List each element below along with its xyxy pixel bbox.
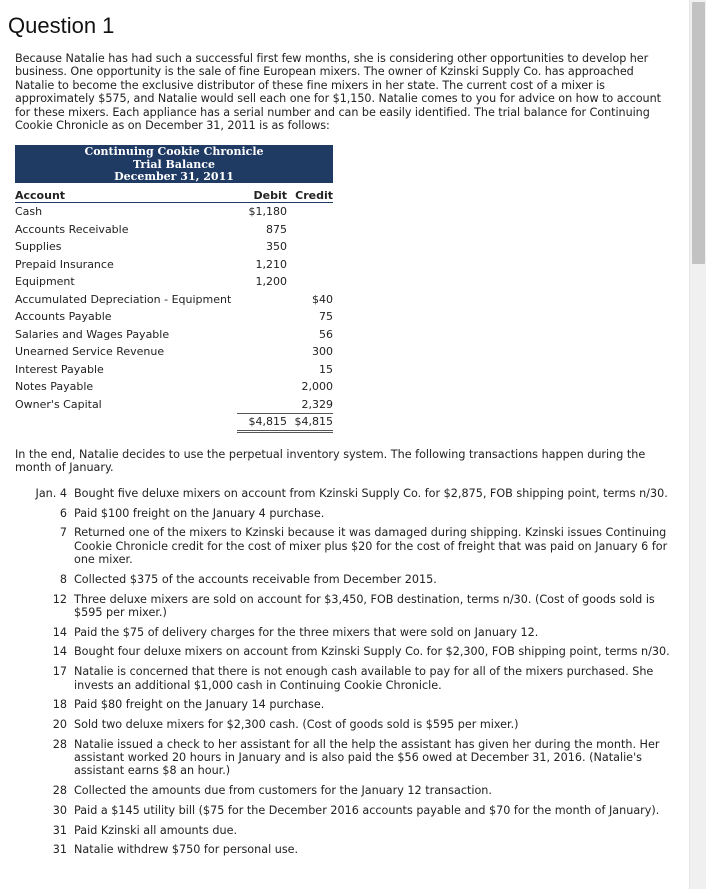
transaction-item	[15, 804, 675, 817]
transaction-text: Sold two deluxe mixers for $2,300 cash. (Cost of goods sold is $595 per mixer.)	[74, 717, 519, 731]
debit-cell: 875	[266, 222, 287, 236]
transaction-date: 31	[52, 843, 67, 857]
transaction-item	[15, 698, 675, 711]
transaction-date: 20	[52, 717, 67, 731]
transaction-item	[15, 645, 675, 658]
report-date: December 31, 2011	[114, 170, 234, 184]
debit-cell: 1,200	[255, 275, 287, 289]
trial-balance-table	[15, 183, 333, 433]
credit-cell: 75	[319, 310, 333, 324]
transactions-intro: In the end, Natalie decides to use the perpetual inventory system. The following transactions happen during the month of January.	[15, 448, 646, 475]
transaction-item	[15, 573, 675, 586]
table-row	[15, 238, 333, 256]
transaction-item	[15, 718, 675, 731]
column-header-account: Account	[15, 183, 237, 203]
trial-balance-header	[15, 145, 333, 183]
credit-cell: $40	[312, 292, 333, 306]
column-header-credit: Credit	[287, 183, 333, 203]
question-title: Question 1	[8, 13, 115, 38]
transaction-item	[15, 784, 675, 797]
account-cell: Cash	[15, 205, 43, 219]
debit-cell	[237, 291, 287, 309]
transaction-item	[15, 665, 675, 692]
credit-cell: 2,000	[301, 380, 333, 394]
table-row	[15, 203, 333, 221]
transaction-text: Three deluxe mixers are sold on account for $3,450, FOB destination, terms n/30. (Cost of goods sold is $595 per mixer.)	[74, 592, 655, 620]
transaction-text: Paid $80 freight on the January 14 purchase.	[74, 698, 325, 712]
vertical-scrollbar[interactable]	[689, 0, 706, 889]
total-debit: $4,815	[237, 414, 287, 432]
company-name: Continuing Cookie Chronicle	[84, 145, 264, 158]
account-cell: Salaries and Wages Payable	[15, 327, 170, 341]
debit-cell: $1,180	[248, 205, 287, 219]
account-cell: Owner's Capital	[15, 398, 102, 411]
transaction-date: 14	[52, 645, 67, 659]
credit-cell: 2,329	[301, 397, 333, 411]
transaction-date: 17	[52, 665, 67, 679]
transaction-text: Natalie is concerned that there is not enough cash available to pay for all of the mixers purchased. She invests an additional $1,000 cash in Continuing Cookie Chronicle.	[74, 665, 654, 692]
debit-cell	[237, 396, 287, 414]
table-row	[15, 221, 333, 239]
transaction-text: Bought five deluxe mixers on account from Kzinski Supply Co. for $2,875, FOB shipping point, terms n/30.	[74, 487, 668, 500]
transaction-item	[15, 738, 675, 778]
transaction-text: Returned one of the mixers to Kzinski because it was damaged during shipping. Kzinski issues Continuing Cookie Chronicle credit for the cost of mixer plus $20 for the cost of freight that was paid on January 6 for one mixer.	[74, 526, 668, 567]
credit-cell	[287, 256, 333, 274]
transaction-text: Paid the $75 of delivery charges for the three mixers that were sold on January 12.	[74, 625, 539, 639]
transaction-item	[15, 626, 675, 639]
table-header-row	[15, 183, 333, 203]
debit-cell: 350	[266, 240, 287, 254]
transaction-text: Collected $375 of the accounts receivable from December 2015.	[74, 572, 437, 586]
transaction-date: 28	[52, 737, 67, 751]
debit-cell: 1,210	[255, 257, 287, 271]
table-row	[15, 256, 333, 274]
table-row	[15, 273, 333, 291]
transaction-item	[15, 843, 675, 856]
table-row	[15, 291, 333, 309]
transaction-item	[15, 824, 675, 837]
credit-cell: 56	[319, 327, 333, 341]
credit-cell	[287, 273, 333, 291]
transaction-date: 18	[52, 698, 67, 712]
report-name: Trial Balance	[133, 157, 215, 171]
transaction-date: 31	[52, 823, 67, 837]
transaction-text: Bought four deluxe mixers on account from Kzinski Supply Co. for $2,300, FOB shipping point, terms n/30.	[74, 645, 670, 659]
credit-cell: 300	[312, 345, 333, 359]
transaction-date: 6	[59, 506, 67, 520]
transaction-date: 7	[59, 526, 67, 540]
account-cell: Accumulated Depreciation - Equipment	[15, 292, 232, 306]
table-row	[15, 361, 333, 379]
table-row	[15, 378, 333, 396]
transaction-item	[15, 487, 675, 500]
debit-cell	[237, 378, 287, 396]
transaction-date: 8	[59, 572, 67, 586]
transaction-item	[15, 526, 675, 566]
debit-cell	[237, 361, 287, 379]
transaction-text: Natalie withdrew $750 for personal use.	[74, 843, 299, 857]
account-cell: Accounts Payable	[15, 310, 112, 324]
column-header-debit: Debit	[237, 183, 287, 203]
table-row	[15, 326, 333, 344]
table-row	[15, 396, 333, 414]
account-cell: Supplies	[15, 240, 62, 254]
account-cell: Unearned Service Revenue	[15, 345, 165, 359]
debit-cell	[237, 343, 287, 361]
transaction-text: Paid a $145 utility bill ($75 for the December 2016 accounts payable and $70 for the month of January).	[74, 803, 660, 817]
table-row	[15, 343, 333, 361]
trial-balance	[15, 145, 333, 433]
table-row	[15, 308, 333, 326]
transaction-date: 14	[52, 625, 67, 639]
transaction-text: Paid $100 freight on the January 4 purchase.	[74, 506, 325, 520]
credit-cell	[287, 221, 333, 239]
transaction-date: 28	[52, 784, 67, 798]
scrollbar-thumb[interactable]	[692, 2, 705, 264]
transaction-item	[15, 507, 675, 520]
total-credit: $4,815	[287, 414, 333, 432]
transaction-text: Collected the amounts due from customers for the January 12 transaction.	[74, 784, 492, 798]
transaction-text: Paid Kzinski all amounts due.	[74, 823, 238, 837]
account-cell: Equipment	[15, 275, 75, 289]
account-cell: Accounts Receivable	[15, 222, 129, 236]
account-cell: Interest Payable	[15, 362, 104, 376]
account-cell: Notes Payable	[15, 380, 94, 394]
transaction-date: 30	[52, 803, 67, 817]
credit-cell	[287, 238, 333, 256]
intro-paragraph: Because Natalie has had such a successful first few months, she is considering other opportunities to develop her business. One opportunity is the sale of fine European mixers. The owner of Kzinski Supply Co. has approached Natalie to become the exclusive distributor of these fine mixers in her state. The current cost of a mixer is approximately $575, and Natalie would sell each one for $1,150. Natalie comes to you for advice on how to account for these mixers. Each appliance has a serial number and can be easily identified. The trial balance for Continuing Cookie Chronicle as on December 31, 2011 is as follows:	[15, 52, 661, 133]
credit-cell: 15	[319, 362, 333, 376]
transaction-date: Jan. 4	[35, 487, 67, 500]
debit-cell	[237, 326, 287, 344]
transaction-item	[15, 593, 675, 620]
debit-cell	[237, 308, 287, 326]
credit-cell	[287, 203, 333, 221]
totals-row	[15, 414, 333, 432]
transaction-date: 12	[52, 592, 67, 606]
transactions-list	[15, 487, 675, 863]
transaction-text: Natalie issued a check to her assistant for all the help the assistant has given her during the month. Her assistant worked 20 hours in January and is also paid the $56 owed at December 31, 2016. (Natalie's assistant earns $8 an hour.)	[74, 737, 660, 778]
account-cell: Prepaid Insurance	[15, 257, 114, 271]
